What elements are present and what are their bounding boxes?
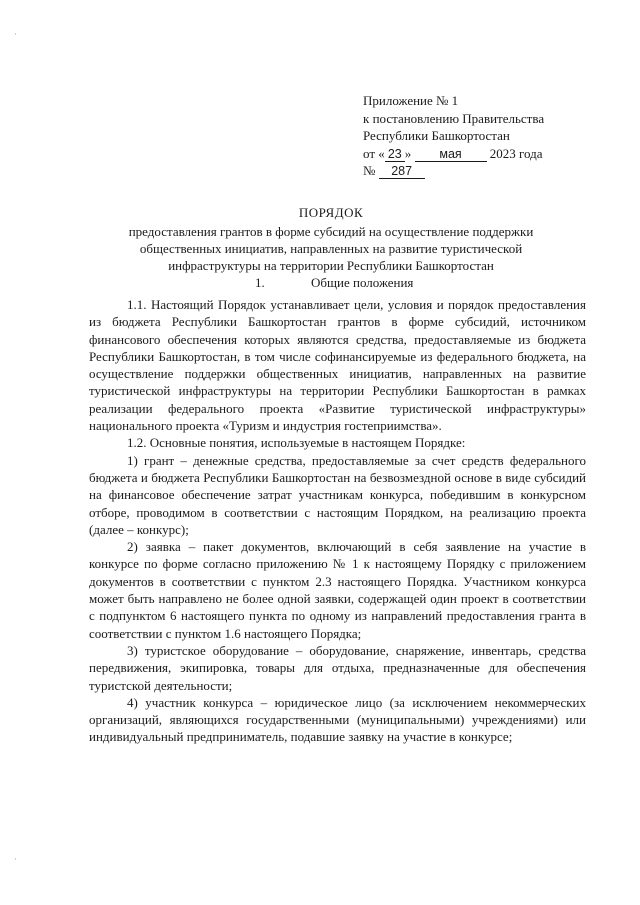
document-title-block <box>95 204 567 274</box>
section-title: Общие положения <box>311 275 414 290</box>
scan-mark-top-left: · <box>14 29 17 39</box>
date-prefix: от « <box>363 145 385 161</box>
date-month-handwritten: мая <box>415 148 487 162</box>
definition-application: 2) заявка – пакет документов, включающий в себя заявление на участие в конкурсе по форме согласно приложению № 1 к настоящему Порядку с приложением документов в соответствии с пунктом 2.3 настоящего Порядка. Участником конкурса может быть направлено не более одной заявки, содержащей один проект в соответствии с подпунктом 6 настоящего пункта по одному из направлений предоставления гранта в соответствии с пунктом 1.6 настоящего Порядка; <box>89 539 586 641</box>
section-heading <box>255 274 413 291</box>
appendix-date-line <box>363 145 603 163</box>
appendix-government: Республики Башкортостан <box>363 128 510 143</box>
definition-grant: 1) грант – денежные средства, предоставляемые за счет средств федерального бюджета и бюджета Республики Башкортостан на безвозмездной основе в виде субсидий на финансовое обеспечение затрат участникам конкурса, победившим в конкурсном отборе, проводимом в соответствии с настоящим Порядком, на реализацию проекта (далее – конкурс); <box>89 452 586 537</box>
appendix-number-line <box>363 162 603 180</box>
section-number: 1. <box>255 275 265 290</box>
document-subtitle: предоставления грантов в форме субсидий на осуществление поддержки общественных инициатив, направленных на развитие туристической инфраструктуры на территории Республики Башкортостан <box>128 224 534 273</box>
scan-mark-left-edge: · <box>14 854 17 864</box>
definition-participant: 4) участник конкурса – юридическое лицо (за исключением некоммерческих организаций, являющихся государственными (муниципальными) учреждениями) или индивидуальный предприниматель, подавшие заявку на участие в конкурсе; <box>89 694 586 745</box>
appendix-reference: к постановлению Правительства <box>363 110 545 126</box>
paragraph-1-1: 1.1. Настоящий Порядок устанавливает цели, условия и порядок предоставления из бюджета Республики Башкортостан грантов в форме субсидий, источником финансового обеспечения которых являются средства, предоставляемые из бюджета Республики Башкортостан, в том числе софинансируемые из федерального бюджета, на осуществление поддержки общественных инициатив, направленных на развитие туристической инфраструктуры на территории Республики Башкортостан в рамках реализации федерального проекта «Развитие туристической инфраструктуры» национального проекта «Туризм и индустрия гостеприимства». <box>89 297 586 434</box>
appendix-title: Приложение № 1 <box>363 93 459 108</box>
number-handwritten: 287 <box>379 165 425 179</box>
paragraph-1-2: 1.2. Основные понятия, используемые в настоящем Порядке: <box>127 435 466 451</box>
number-prefix: № <box>363 163 376 178</box>
document-body <box>89 296 586 746</box>
date-year: 2023 года <box>489 145 543 161</box>
date-mid: » <box>404 145 412 161</box>
document-title: ПОРЯДОК <box>298 205 364 220</box>
date-day-handwritten: 23 <box>385 148 405 162</box>
appendix-block <box>363 92 603 180</box>
definition-tourist-equipment: 3) туристское оборудование – оборудование, снаряжение, инвентарь, средства передвижения, экипировка, товары для отдыха, предназначенные для обеспечения туристской деятельности; <box>89 642 586 693</box>
